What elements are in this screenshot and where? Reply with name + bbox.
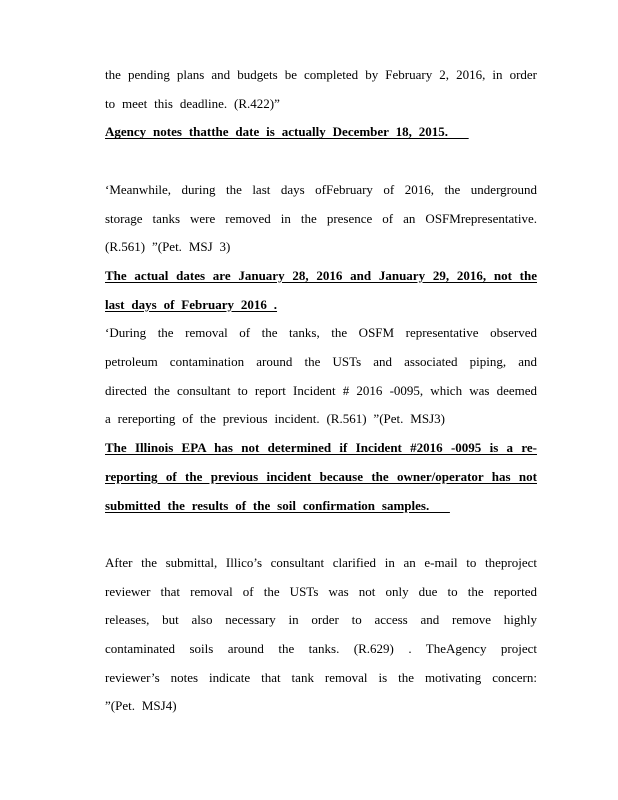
agency-note-date-correction: Agency notes thatthe date is actually December 18, 2015. <box>105 124 469 140</box>
agency-note-actual-dates: The actual dates are January 28, 2016 and January 29, 2016, not the last days of February 2016 . <box>105 267 537 312</box>
paragraph-tank-removal-quote: ‘Meanwhile, during the last days ofFebruary of 2016, the underground storage tanks were removed in the presence of an OSFMrepresentative. (R.561) ”(Pet. MSJ 3) <box>105 181 537 255</box>
document-body <box>105 61 537 721</box>
paragraph-contamination-quote: ‘During the removal of the tanks, the OSFM representative observed petroleum contamination around the USTs and associated piping, and directed the consultant to report Incident # 2016 -0095, which was deemed a rereporting of the previous incident. (R.561) ”(Pet. MSJ3) <box>105 325 537 427</box>
paragraph-consultant-clarification: After the submittal, Illico’s consultant clarified in an e-mail to theproject reviewer that removal of the USTs was not only due to the reported releases, but also necessary in order to access and remove highly contaminated soils around the tanks. (R.629) . TheAgency project reviewer’s notes indicate that tank removal is the motivating concern: ”(Pet. MSJ4) <box>105 554 537 714</box>
blank-line <box>105 520 537 549</box>
agency-note-epa-determination: The Illinois EPA has not determined if Incident #2016 -0095 is a re-reporting of the previous incident because the owner/operator has not submitted the results of the soil confirmation samples. <box>105 440 537 513</box>
blank-line <box>105 147 537 176</box>
paragraph-deadline-quote: the pending plans and budgets be completed by February 2, 2016, in order to meet this deadline. (R.422)” <box>105 67 537 111</box>
